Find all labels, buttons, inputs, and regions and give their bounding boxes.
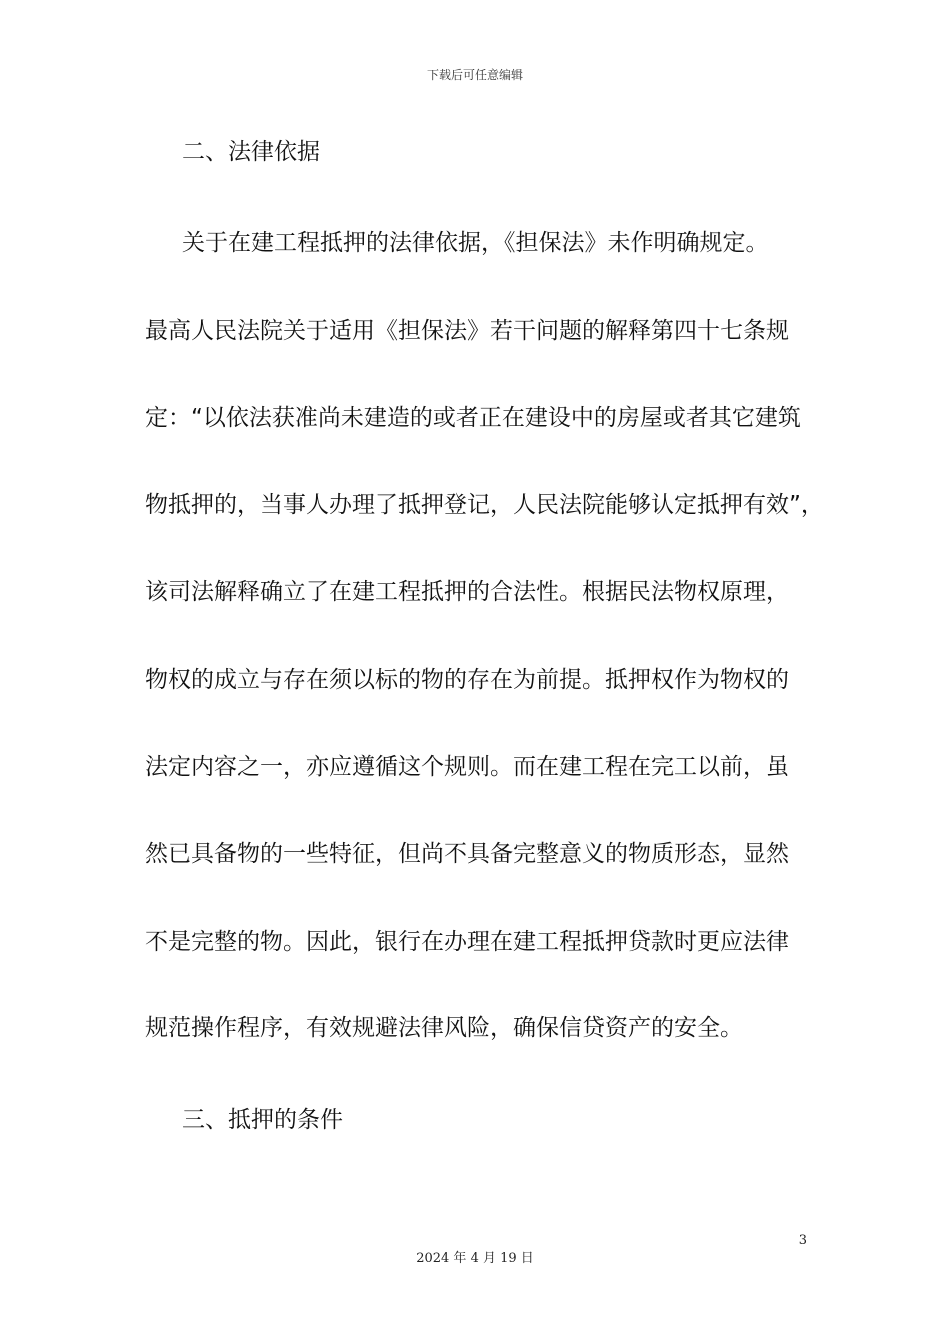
section-heading-mortgage-conditions: 三、抵押的条件 [182,1107,343,1133]
paragraph-line: 不是完整的物。因此，银行在办理在建工程抵押贷款时更应法律 [145,929,789,955]
page-number: 3 [798,1233,807,1248]
paragraph-line: 法定内容之一，亦应遵循这个规则。而在建工程在完工以前，虽 [145,754,789,780]
paragraph-line: 物抵押的，当事人办理了抵押登记，人民法院能够认定抵押有效”， [145,492,824,518]
footer-date: 2024 年 4 月 19 日 [416,1251,534,1266]
paragraph-line: 定：“以依法获准尚未建造的或者正在建设中的房屋或者其它建筑 [145,405,801,431]
paragraph-line: 最高人民法院关于适用《担保法》若干问题的解释第四十七条规 [145,318,789,344]
paragraph-line: 然已具备物的一些特征，但尚不具备完整意义的物质形态，显然 [145,841,789,867]
paragraph-line: 规范操作程序，有效规避法律风险，确保信贷资产的安全。 [145,1015,743,1041]
paragraph-line: 物权的成立与存在须以标的物的存在为前提。抵押权作为物权的 [145,667,789,693]
paragraph-line: 该司法解释确立了在建工程抵押的合法性。根据民法物权原理， [145,579,789,605]
section-heading-legal-basis: 二、法律依据 [182,139,320,165]
header-note: 下载后可任意编辑 [426,68,523,82]
paragraph-line: 关于在建工程抵押的法律依据，《担保法》未作明确规定。 [182,230,769,256]
